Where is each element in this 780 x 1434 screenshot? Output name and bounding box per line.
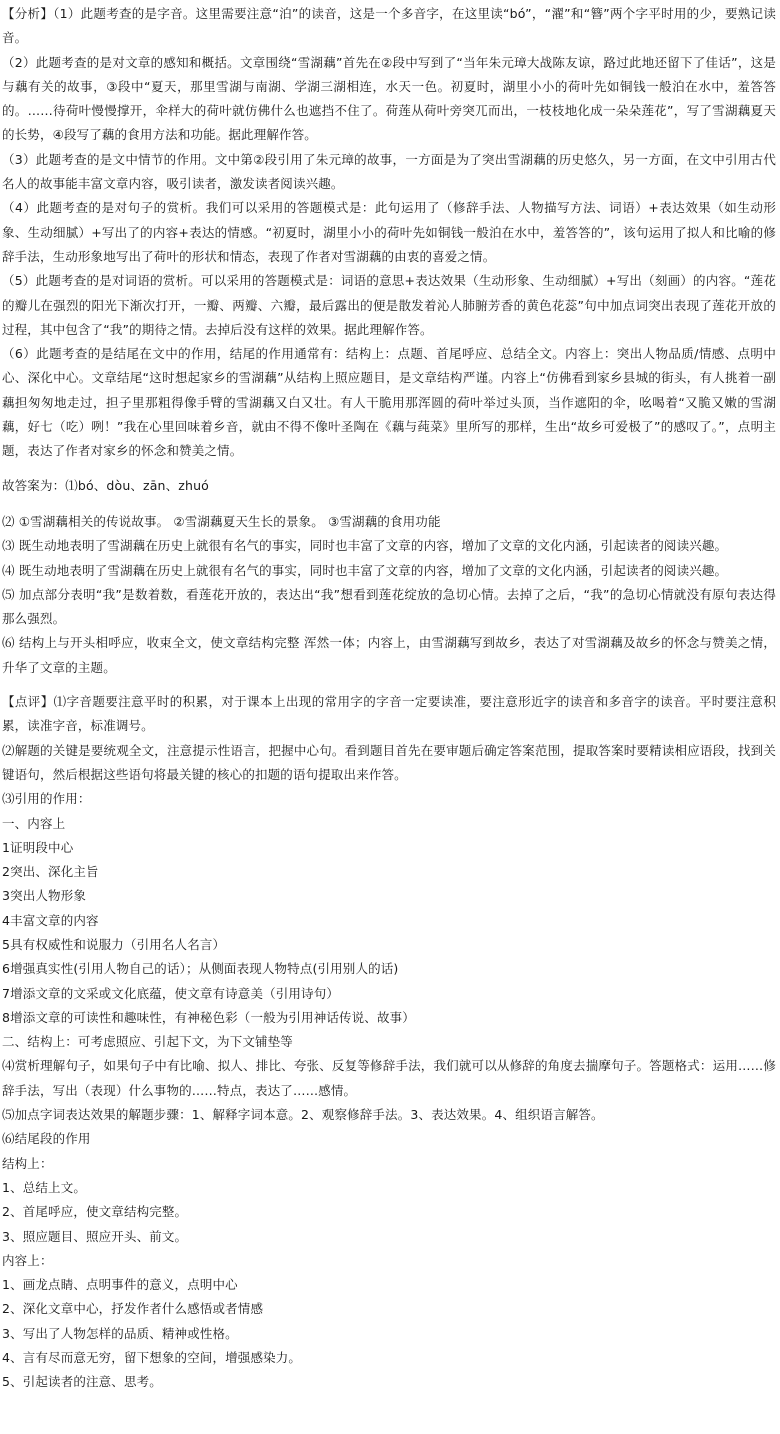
answer-q3: ⑶ 既生动地表明了雪湖藕在历史上就很有名气的事实，同时也丰富了文章的内容，增加了文章的文化内涵，引起读者的阅读兴趣。 bbox=[2, 538, 728, 554]
comment-list-item: 1证明段中心 bbox=[2, 839, 74, 855]
spacer bbox=[2, 498, 776, 510]
answer-q4: ⑷ 既生动地表明了雪湖藕在历史上就很有名气的事实，同时也丰富了文章的内容，增加了文章的文化内涵，引起读者的阅读兴趣。 bbox=[2, 562, 728, 578]
answer-q2: ⑵ ①雪湖藕相关的传说故事。 ②雪湖藕夏天生长的景象。 ③雪湖藕的食用功能 bbox=[2, 513, 441, 529]
comment-list-item: 6增强真实性(引用人物自己的话）；从侧面表现人物特点(引用别人的话) bbox=[2, 961, 399, 977]
comment-structure-label: 结构上： bbox=[2, 1155, 53, 1171]
answer-section bbox=[2, 474, 776, 680]
comment-list-item: 1、总结上文。 bbox=[2, 1179, 87, 1195]
comment-list-item: 1、画龙点睛、点明事件的意义，点明中心 bbox=[2, 1277, 238, 1293]
answer-q6: ⑹ 结构上与开头相呼应，收束全文，使文章结构完整 浑然一体；内容上，由雪湖藕写到故乡，表达了对雪湖藕及故乡的怀念与赞美之情，升华了文章的主题。 bbox=[2, 635, 776, 675]
analysis-q5: （5）此题考查的是对词语的赏析。可以采用的答题模式是：词语的意思+表达效果（生动形象、生动细腻）+写出（刻画）的内容。“莲花的瓣儿在强烈的阳光下渐次打开，一瓣、两瓣、六瓣，最后露出的便是散发着沁人肺腑芳香的黄色花蕊”句中加点词突出表现了莲花开放的过程，其中包含了“我”的期待之情。去掉后没有这样的效果。据此理解作答。 bbox=[2, 273, 776, 337]
analysis-q4: （4）此题考查的是对句子的赏析。我们可以采用的答题模式是：此句运用了（修辞手法、人物描写方法、词语）+表达效果（如生动形象、生动细腻）+写出了的内容+表达的情感。“初夏时，湖里小小的荷叶先如铜钱一般泊在水中，羞答答的”，该句运用了拟人和比喻的修辞手法，生动形象地写出了荷叶的形状和情态，表现了作者对雪湖藕的由衷的喜爱之情。 bbox=[2, 200, 776, 264]
comment-list-item: 7增添文章的文采或文化底蕴，使文章有诗意美（引用诗句） bbox=[2, 985, 340, 1001]
answer-q1: 故答案为：⑴bó、dòu、zān、zhuó bbox=[2, 477, 209, 493]
comment-content-heading: 一、内容上 bbox=[2, 815, 66, 831]
analysis-q3: （3）此题考查的是文中情节的作用。文中第②段引用了朱元璋的故事，一方面是为了突出雪湖藕的历史悠久，另一方面，在文中引用古代名人的故事能丰富文章内容，吸引读者，激发读者阅读兴趣。 bbox=[2, 151, 776, 192]
spacer bbox=[2, 464, 776, 474]
comment-list-item: 2突出、深化主旨 bbox=[2, 864, 99, 880]
comment-list-item: 4、言有尽而意无穷，留下想象的空间，增强感染力。 bbox=[2, 1350, 302, 1366]
comment-structure-heading: 二、结构上：可考虑照应、引起下文，为下文铺垫等 bbox=[2, 1034, 293, 1050]
answer-q5: ⑸ 加点部分表明“我”是数着数，看莲花开放的，表达出“我”想看到莲花绽放的急切心情。去掉了之后，“我”的急切心情就没有原句表达得那么强烈。 bbox=[2, 586, 776, 627]
comment-q1: 【点评】⑴字音题要注意平时的积累，对于课本上出现的常用字的字音一定要读准，要注意形近字的读音和多音字的读音。平时要注意积累，读准字音，标准调号。 bbox=[2, 694, 776, 734]
comment-q2: ⑵解题的关键是要统观全文，注意提示性语言，把握中心句。看到题目首先在要审题后确定答案范围，提取答案时要精读相应语段，找到关键语句，然后根据这些语句将最关键的核心的扣题的语句提取出来作答。 bbox=[2, 742, 776, 782]
analysis-q1: 【分析】（1）此题考查的是字音。这里需要注意“泊”的读音，这是一个多音字，在这里读“bó”，“濯”和“簪”两个字平时用的少，要熟记读音。 bbox=[2, 6, 776, 46]
comment-list-item: 8增添文章的可读性和趣味性，有神秘色彩（一般为引用神话传说、故事） bbox=[2, 1009, 415, 1025]
comment-list-item: 2、深化文章中心，抒发作者什么感悟或者情感 bbox=[2, 1301, 264, 1317]
analysis-section bbox=[2, 2, 776, 464]
comment-content-label: 内容上： bbox=[2, 1252, 53, 1268]
comment-q5: ⑸加点字词表达效果的解题步骤：1、解释字词本意。2、观察修辞手法。3、表达效果。4、组织语言解答。 bbox=[2, 1107, 604, 1123]
comment-q4: ⑷赏析理解句子，如果句子中有比喻、拟人、排比、夸张、反复等修辞手法，我们就可以从修辞的角度去揣摩句子。答题格式：运用……修辞手法，写出（表现）什么事物的……特点，表达了……感情。 bbox=[2, 1058, 776, 1098]
analysis-q6: （6）此题考查的是结尾在文中的作用，结尾的作用通常有：结构上：点题、首尾呼应、总结全文。内容上：突出人物品质/情感、点明中心、深化中心。文章结尾“这时想起家乡的雪湖藕”从结构上照应题目，是文章结构严谨。内容上“仿佛看到家乡县城的街头，有人挑着一副藕担匆匆地走过，担子里那粗得像手臂的雪湖藕又白又壮。有人干脆用那浑圆的荷叶举过头顶，当作遮阳的伞，吆喝着“又脆又嫩的雪湖藕，好七（吃）咧！”我在心里回味着乡音，就由不得不像叶圣陶在《藕与莼菜》里所写的那样，生出“故乡可爱极了”的感叹了。”，点明主题，表达了作者对家乡的怀念和赞美之情。 bbox=[2, 346, 776, 459]
comment-q6-heading: ⑹结尾段的作用 bbox=[2, 1131, 91, 1147]
comment-list-item: 5、引起读者的注意、思考。 bbox=[2, 1374, 162, 1390]
spacer bbox=[2, 680, 776, 690]
comment-q3-heading: ⑶引用的作用： bbox=[2, 791, 91, 807]
comment-list-item: 3、照应题目、照应开头、前文。 bbox=[2, 1228, 188, 1244]
comment-list-item: 3、写出了人物怎样的品质、精神或性格。 bbox=[2, 1325, 238, 1341]
comment-list-item: 4丰富文章的内容 bbox=[2, 912, 99, 928]
comment-section bbox=[2, 690, 776, 1395]
analysis-q2: （2）此题考查的是对文章的感知和概括。文章围绕“雪湖藕”首先在②段中写到了“当年朱元璋大战陈友谅，路过此地还留下了佳话”，这是与藕有关的故事，③段中“夏天，那里雪湖与南湖、学湖三湖相连，水天一色。初夏时，湖里小小的荷叶先如铜钱一般泊在水中，羞答答的。……待荷叶慢慢撑开，伞样大的荷叶就仿佛什么也遮挡不住了。荷莲从荷叶旁突兀而出，一枝枝地化成一朵朵莲花”，写了雪湖藕夏天的长势，④段写了藕的食用方法和功能。据此理解作答。 bbox=[2, 54, 776, 143]
comment-list-item: 3突出人物形象 bbox=[2, 888, 87, 904]
comment-list-item: 2、首尾呼应，使文章结构完整。 bbox=[2, 1204, 188, 1220]
comment-list-item: 5具有权威性和说服力（引用名人名言） bbox=[2, 936, 226, 952]
